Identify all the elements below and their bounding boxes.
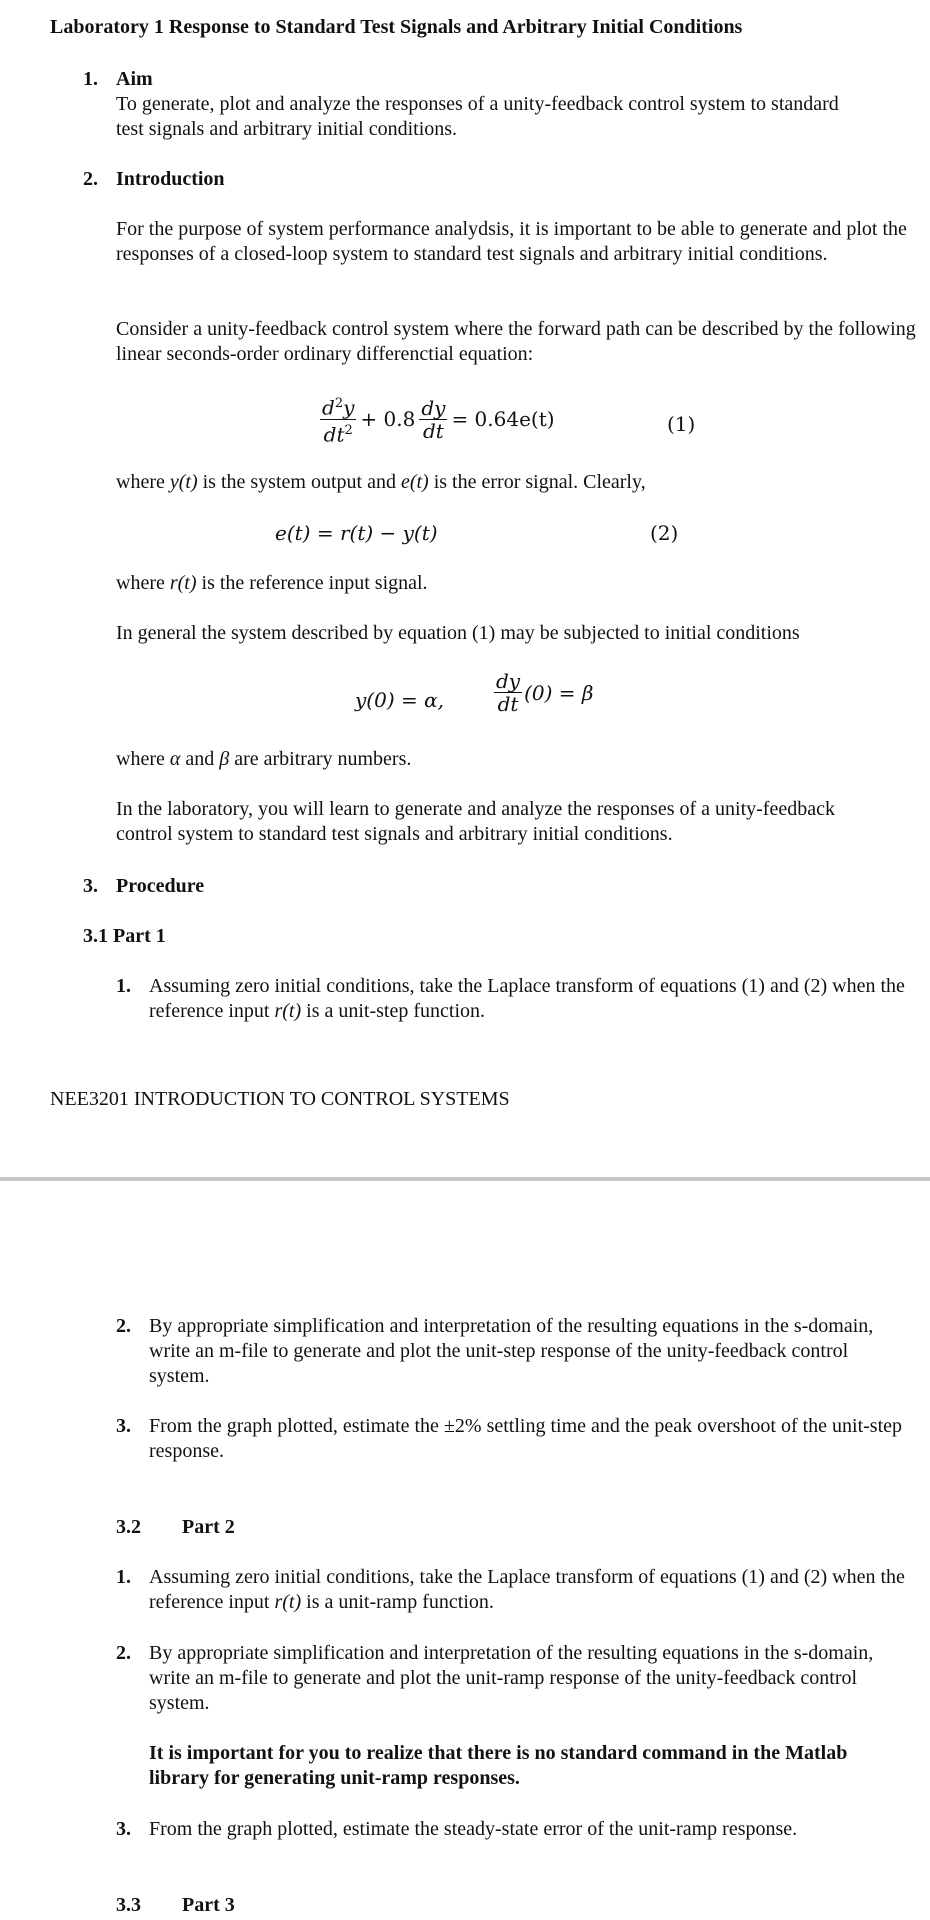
list-item-number: 1. (116, 975, 131, 997)
output-symbol: y(t) (169, 471, 198, 493)
text: and (180, 748, 220, 770)
text: is the error signal. Clearly, (428, 471, 646, 493)
list-item-number: 1. (116, 1566, 131, 1588)
equation-1-plus: + 0.8 (360, 407, 416, 432)
text: is a unit-step function. (301, 1000, 486, 1022)
section-number: 2. (83, 168, 98, 190)
section-number: 1. (83, 68, 98, 90)
part-1-item-2: By appropriate simplification and interpretation of the resulting equations in the s-domain, write an m-file to generate and plot the unit-step response of the unity-feedback control system. (149, 1315, 874, 1387)
first-derivative: $\frac{dy}{dt}$ (496, 669, 521, 716)
subsection-heading-part-3: Part 3 (182, 1894, 235, 1916)
initial-condition-y: y(0) = α, (355, 688, 444, 712)
list-item-number: 3. (116, 1818, 131, 1840)
part-2-important-note: It is important for you to realize that there is no standard command in the Matlab library for generating unit-ramp responses. (149, 1742, 848, 1789)
subsection-number: 3.2 (116, 1516, 141, 1538)
initial-condition-dy (494, 670, 593, 715)
intro-paragraph-2: Consider a unity-feedback control system where the forward path can be described by the following linear seconds-order ordinary differenctial equation: (116, 318, 916, 365)
intro-paragraph-1: For the purpose of system performance analydsis, it is important to be able to generate and plot the responses of a closed-loop system to standard test signals and arbitrary initial conditions. (116, 218, 907, 265)
subsection-number: 3.3 (116, 1894, 141, 1916)
text: is the reference input signal. (196, 572, 428, 594)
second-derivative: $\frac{d^2y}{dt^2}$ (320, 393, 356, 445)
initial-condition-dy-value: (0) = β (524, 680, 594, 705)
where-reference (116, 571, 916, 596)
subsection-heading-part-1: 3.1 Part 1 (83, 925, 166, 947)
text: where (116, 572, 170, 594)
part-1-item-3: From the graph plotted, estimate the ±2% settling time and the peak overshoot of the unit-step response. (149, 1415, 903, 1462)
section-heading-introduction: Introduction (116, 168, 225, 190)
intro-paragraph-3: In general the system described by equation (1) may be subjected to initial conditions (116, 622, 800, 644)
part-2-item-3: From the graph plotted, estimate the steady-state error of the unit-ramp response. (149, 1818, 798, 1840)
aim-text: To generate, plot and analyze the responses of a unity-feedback control system to standard test signals and arbitrary initial conditions. (116, 93, 839, 140)
list-item-number: 2. (116, 1315, 131, 1337)
page-title: Laboratory 1 Response to Standard Test Signals and Arbitrary Initial Conditions (50, 16, 743, 38)
page-divider (0, 1177, 930, 1181)
equation-2: e(t) = r(t) − y(t) (275, 521, 438, 545)
text: where (116, 471, 170, 493)
part-2-item-1 (149, 1565, 909, 1615)
section-heading-procedure: Procedure (116, 875, 205, 897)
alpha-symbol: α (169, 748, 181, 770)
intro-paragraph-4: In the laboratory, you will learn to generate and analyze the responses of a unity-feedback control system to standard test signals and arbitrary initial conditions. (116, 798, 835, 845)
first-derivative: $\frac{dy}{dt}$ (421, 395, 446, 443)
subsection-heading-part-2: Part 2 (182, 1516, 235, 1538)
text: is a unit-ramp function. (301, 1591, 494, 1613)
where-arbitrary (116, 747, 916, 772)
equation-1-number: (1) (667, 412, 696, 436)
text: are arbitrary numbers. (229, 748, 412, 770)
section-heading-aim: Aim (116, 68, 153, 90)
list-item-number: 2. (116, 1642, 131, 1664)
equation-2-number: (2) (650, 521, 679, 545)
page-footer: NEE3201 INTRODUCTION TO CONTROL SYSTEMS (50, 1088, 510, 1110)
text: where (116, 748, 170, 770)
text: Assuming zero initial conditions, take the Laplace transform of equations (1) and (2) when the reference input (149, 975, 905, 1022)
reference-symbol: r(t) (274, 1591, 302, 1613)
reference-symbol: r(t) (169, 572, 197, 594)
equation-1 (320, 393, 555, 445)
where-output-error (116, 470, 916, 495)
part-1-item-1 (149, 974, 909, 1024)
beta-symbol: β (219, 748, 230, 770)
part-2-item-2: By appropriate simplification and interpretation of the resulting equations in the s-domain, write an m-file to generate and plot the unit-ramp response of the unity-feedback control system. (149, 1642, 874, 1714)
equation-1-rhs: = 0.64e(t) (451, 407, 555, 432)
list-item-number: 3. (116, 1415, 131, 1437)
text: is the system output and (197, 471, 401, 493)
text: Assuming zero initial conditions, take the Laplace transform of equations (1) and (2) when the reference input (149, 1566, 905, 1613)
error-symbol: e(t) (400, 471, 429, 493)
section-number: 3. (83, 875, 98, 897)
reference-symbol: r(t) (274, 1000, 302, 1022)
